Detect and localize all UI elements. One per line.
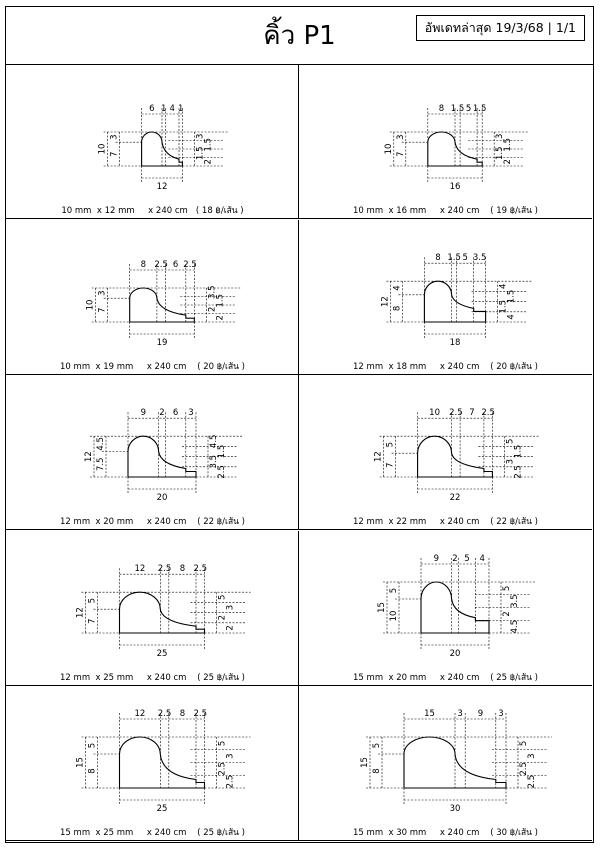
profile-cell [299, 686, 592, 841]
height-split-label: 7 [97, 306, 108, 313]
right-dimension-label: 1.5 [495, 146, 506, 161]
right-dimension-label: 2.5 [225, 775, 236, 789]
profile-grid [6, 64, 593, 842]
right-dimension-label: 3.5 [510, 594, 520, 608]
top-dimension-label: 8 [140, 259, 147, 270]
width-label: 25 [156, 648, 168, 659]
height-split-label: 8 [87, 768, 98, 775]
right-dimension-label: 3 [505, 459, 516, 465]
top-dimension-label: 1 [177, 104, 184, 114]
right-dimension-label: 3 [195, 133, 206, 139]
update-info-box: อัพเดทล่าสุด 19/3/68 | 1/1 [416, 15, 585, 41]
top-dimension-label: 2.5 [193, 563, 208, 574]
right-dimension-label: 5 [217, 594, 228, 600]
top-dimension-label: 9 [477, 709, 484, 720]
top-dimension-label: 8 [435, 252, 441, 263]
profile-cell [6, 220, 299, 375]
height-split-label: 3 [109, 134, 120, 140]
profile-caption: 10 mm x 19 mm x 240 cm ( 20 ฿/เส้น ) [60, 361, 245, 372]
right-dimension-label: 2 [203, 159, 214, 165]
top-dimension-label: 10 [429, 408, 441, 419]
right-dimension-label: 2 [217, 614, 228, 621]
width-label: 20 [449, 648, 461, 659]
profile-drawing [299, 64, 592, 199]
width-label: 30 [449, 804, 461, 815]
height-split-label: 10 [389, 610, 399, 622]
height-split-label: 8 [372, 768, 382, 775]
right-dimension-label: 1.5 [503, 137, 514, 152]
profile-drawing [6, 375, 299, 510]
top-dimension-label: 1.5 [472, 104, 487, 114]
profile-cell [299, 375, 592, 530]
height-split-label: 7 [395, 151, 406, 157]
profile-drawing [6, 220, 299, 355]
right-dimension-label: 2 [207, 306, 218, 312]
top-dimension-label: 2.5 [481, 408, 495, 419]
height-split-label: 5 [372, 743, 382, 749]
height-split-label: 7 [385, 462, 396, 468]
top-dimension-label: 15 [424, 709, 435, 720]
top-dimension-label: 2.5 [154, 259, 168, 270]
right-dimension-label: 1.5 [195, 146, 206, 161]
right-dimension-label: 2.5 [527, 775, 537, 789]
height-label: 12 [373, 451, 384, 463]
profile-caption: 15 mm x 25 mm x 240 cm ( 25 ฿/เส้น ) [60, 828, 245, 839]
width-label: 22 [449, 493, 461, 504]
top-dimension-label: 1.5 [447, 252, 461, 263]
height-split-label: 7.5 [96, 457, 106, 472]
profile-drawing [299, 220, 592, 355]
profile-caption: 12 mm x 22 mm x 240 cm ( 22 ฿/เส้น ) [353, 517, 538, 528]
top-dimension-label: 2.5 [449, 408, 463, 419]
profile-caption: 15 mm x 20 mm x 240 cm ( 25 ฿/เส้น ) [353, 672, 538, 683]
height-split-label: 7 [109, 151, 120, 157]
top-dimension-label: 2.5 [183, 259, 197, 270]
right-dimension-label: 5 [519, 741, 529, 747]
top-dimension-label: 9 [140, 408, 147, 419]
top-dimension-label: 5 [464, 553, 470, 564]
profile-cell [299, 531, 592, 686]
sheet-header [6, 7, 593, 65]
profile-outline [418, 436, 493, 477]
height-label: 15 [360, 757, 370, 769]
height-split-label: 5 [87, 597, 98, 604]
height-split-label: 3 [97, 289, 108, 296]
top-dimension-label: 4 [169, 104, 175, 114]
profile-cell [299, 220, 592, 375]
right-dimension-label: 2 [502, 610, 512, 617]
profile-caption: 12 mm x 18 mm x 240 cm ( 20 ฿/เส้น ) [353, 361, 538, 372]
right-dimension-label: 1.5 [506, 289, 517, 303]
height-split-label: 4.5 [96, 437, 106, 451]
width-label: 19 [156, 337, 168, 348]
top-dimension-label: 8 [179, 709, 186, 720]
top-dimension-label: 3 [498, 709, 504, 720]
profile-cell [6, 375, 299, 530]
right-dimension-label: 4 [506, 313, 517, 320]
width-label: 20 [156, 493, 168, 504]
height-split-label: 7 [87, 618, 98, 624]
top-dimension-label: 4 [479, 553, 485, 564]
profile-caption: 10 mm x 12 mm x 240 cm ( 18 ฿/เส้น ) [61, 206, 244, 216]
right-dimension-label: 2.5 [513, 465, 524, 479]
top-dimension-label: 2 [452, 553, 458, 564]
right-dimension-label: 2.5 [217, 762, 228, 777]
right-dimension-label: 4.5 [510, 619, 520, 634]
right-dimension-label: 4.5 [209, 434, 219, 449]
height-label: 12 [84, 451, 94, 463]
profile-cell [6, 531, 299, 686]
width-label: 18 [449, 337, 461, 348]
right-dimension-label: 2.5 [519, 762, 529, 777]
right-dimension-label: 2.5 [217, 465, 227, 479]
right-dimension-label: 3 [527, 753, 537, 760]
catalog-sheet [5, 6, 594, 843]
top-dimension-label: 3.5 [472, 252, 487, 263]
right-dimension-label: 3 [225, 604, 236, 611]
height-label: 15 [75, 757, 86, 769]
right-dimension-label: 1.5 [215, 293, 226, 308]
right-dimension-label: 1.5 [203, 137, 214, 152]
right-dimension-label: 2 [503, 159, 514, 165]
page-title: คิ้ว P1 [263, 21, 336, 51]
right-dimension-label: 1.5 [217, 444, 227, 459]
height-label: 10 [383, 143, 394, 155]
right-dimension-label: 3 [495, 133, 506, 139]
top-dimension-label: 9 [433, 553, 440, 564]
profile-cell [6, 64, 299, 219]
top-dimension-label: 6 [149, 104, 155, 114]
right-dimension-label: 5 [217, 741, 228, 747]
profile-caption: 15 mm x 30 mm x 240 cm ( 30 ฿/เส้น ) [353, 828, 538, 839]
top-dimension-label: 1 [160, 104, 167, 114]
height-split-label: 5 [385, 442, 396, 448]
top-dimension-label: 2 [159, 408, 165, 419]
profile-drawing [299, 531, 592, 666]
right-dimension-label: 2 [215, 314, 226, 321]
right-dimension-label: 5 [505, 438, 516, 445]
top-dimension-label: 12 [134, 563, 146, 574]
right-dimension-label: 3 [225, 753, 236, 760]
profile-drawing [6, 686, 299, 821]
width-label: 16 [449, 182, 461, 192]
top-dimension-label: 3 [457, 709, 463, 720]
profile-caption: 10 mm x 16 mm x 240 cm ( 19 ฿/เส้น ) [353, 206, 538, 216]
profile-drawing [299, 686, 592, 821]
top-dimension-label: 5 [462, 252, 468, 263]
profile-drawing [299, 375, 592, 510]
top-dimension-label: 8 [438, 104, 445, 114]
height-split-label: 8 [392, 305, 403, 311]
width-label: 25 [156, 804, 168, 815]
top-dimension-label: 2.5 [157, 563, 172, 574]
height-label: 10 [85, 299, 96, 311]
height-label: 10 [97, 143, 108, 155]
top-dimension-label: 6 [172, 408, 179, 419]
right-dimension-label: 1.5 [498, 299, 509, 314]
profile-caption: 12 mm x 20 mm x 240 cm ( 22 ฿/เส้น ) [60, 517, 245, 528]
right-dimension-label: 5 [502, 585, 512, 591]
right-dimension-label: 1.5 [513, 444, 524, 459]
height-label: 12 [380, 295, 391, 307]
width-label: 12 [156, 182, 168, 192]
height-split-label: 4 [392, 284, 403, 291]
top-dimension-label: 5 [465, 104, 472, 114]
top-dimension-label: 12 [134, 709, 146, 720]
right-dimension-label: 2 [225, 624, 236, 631]
right-dimension-label: 3.5 [207, 285, 218, 299]
top-dimension-label: 3 [188, 408, 194, 419]
top-dimension-label: 2.5 [193, 709, 208, 720]
top-dimension-label: 2.5 [157, 709, 172, 720]
top-dimension-label: 8 [179, 563, 186, 574]
top-dimension-label: 1.5 [450, 104, 465, 114]
height-split-label: 5 [87, 743, 98, 749]
right-dimension-label: 3.5 [209, 455, 219, 469]
right-dimension-label: 4 [498, 283, 509, 289]
top-dimension-label: 7 [469, 408, 475, 419]
height-label: 15 [377, 601, 387, 613]
top-dimension-label: 6 [172, 259, 179, 270]
profile-cell [6, 686, 299, 841]
profile-cell [299, 64, 592, 219]
height-label: 12 [75, 606, 86, 618]
profile-drawing [6, 531, 299, 666]
profile-drawing [6, 64, 299, 199]
height-split-label: 5 [389, 587, 399, 594]
height-split-label: 3 [395, 134, 406, 140]
profile-caption: 12 mm x 25 mm x 240 cm ( 25 ฿/เส้น ) [60, 672, 245, 683]
